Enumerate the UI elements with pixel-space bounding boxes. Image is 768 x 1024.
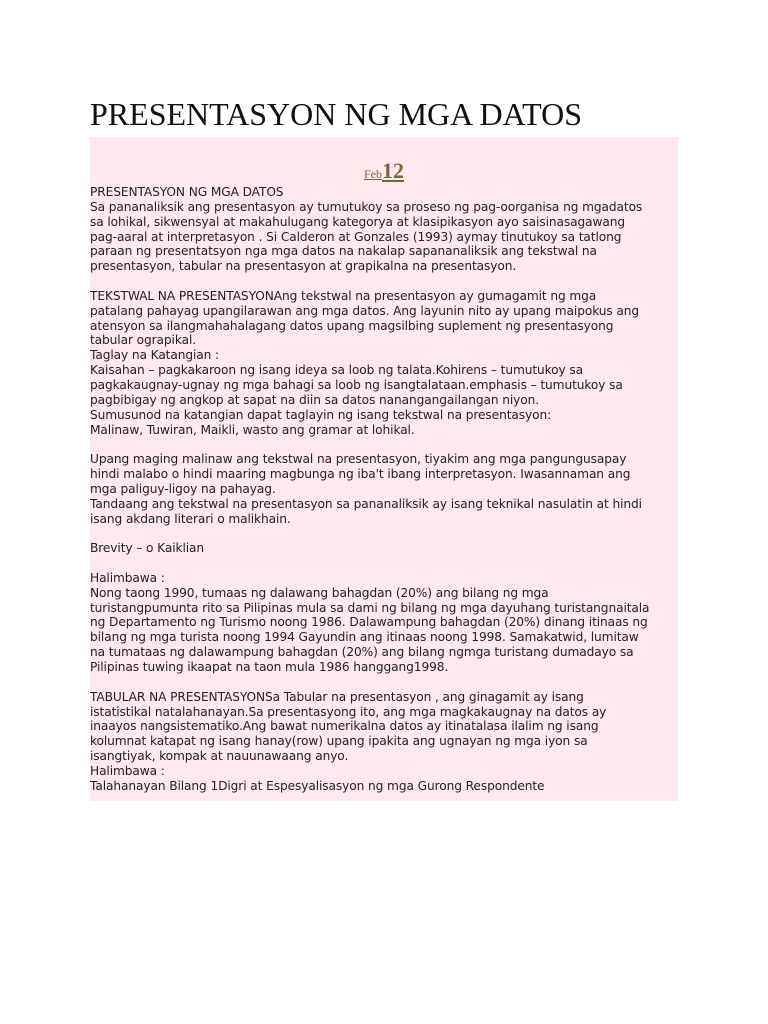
- body-text-line: PRESENTASYON NG MGA DATOS: [90, 185, 284, 199]
- body-text-line: paraan ng presentatsyon nga mga datos na nakalap sapananaliksik ang tekstwal na: [90, 244, 597, 259]
- paragraph-gap: [90, 526, 678, 541]
- page-title: PRESENTASYON NG MGA DATOS: [90, 96, 583, 132]
- post-date-day[interactable]: 12: [382, 158, 404, 183]
- body-text-line: atensyon sa ilangmahahalagang datos upang magsilbing suplement ng presentasyong: [90, 318, 614, 333]
- post-date[interactable]: [90, 158, 678, 185]
- body-text-line: istatistikal natalahanayan.Sa presentasyong ito, ang mga magkakaugnay na datos ay: [90, 704, 607, 719]
- body-text-line: mga paliguy-ligoy na pahayag.: [90, 481, 276, 496]
- body-text-line: Kaisahan – pagkakaroon ng isang ideya sa loob ng talata.Kohirens – tumutukoy sa: [90, 363, 584, 378]
- body-text-line: ng Departamento ng Turismo noong 1986. Dalawampung bahagdan (20%) dinang itinaas ng: [90, 615, 648, 630]
- body-text-line: Pilipinas tuwing ikaapat na taon mula 1986 hanggang1998.: [90, 660, 449, 674]
- body-text-line: sa lohikal, sikwensyal at makahulugang kategorya at klasipikasyon ayo saisinasagawang: [90, 214, 625, 229]
- paragraph-gap: [90, 274, 678, 289]
- paragraph-gap: [90, 556, 678, 571]
- body-text-line: Upang maging malinaw ang tekstwal na presentasyon, tiyakim ang mga pangungusapay: [90, 452, 627, 467]
- body-text-line: Nong taong 1990, tumaas ng dalawang bahagdan (20%) ang bilang ng mga: [90, 585, 549, 600]
- body-text-line: na tumataas ng dalawampung bahagdan (20%) ang bilang ngmga turistang dumadayo sa: [90, 645, 634, 660]
- body-text-line: Halimbawa :: [90, 570, 165, 585]
- body-text-line: patalang pahayag upangilarawan ang mga datos. Ang layunin nito ay upang maipokus ang: [90, 303, 640, 318]
- body-text-line: pag-aaral at interpretasyon . Si Calderon at Gonzales (1993) aymay tinutukoy sa tatlong: [90, 229, 622, 244]
- body-text-line: Malinaw, Tuwiran, Maikli, wasto ang gramar at lohikal.: [90, 422, 415, 437]
- body-text-line: Talahanayan Bilang 1Digri at Espesyalisasyon ng mga Gurong Respondente: [90, 778, 545, 793]
- body-text-line: inaayos nangsistematiko.Ang bawat numerikalna datos ay itinatalasa ilalim ng isang: [90, 719, 599, 734]
- body-text-line: TEKSTWAL NA PRESENTASYONAng tekstwal na presentasyon ay gumagamit ng mga: [90, 288, 597, 303]
- body-text-line: Sa pananaliksik ang presentasyon ay tumutukoy sa proseso ng pag-oorganisa ng mgadatos: [90, 199, 643, 214]
- body-text-line: Sumusunod na katangian dapat taglayin ng isang tekstwal na presentasyon:: [90, 407, 552, 422]
- body-text-line: presentasyon, tabular na presentasyon at grapikalna na presentasyon.: [90, 259, 517, 274]
- body-text-line: kolumnat katapat ng isang hanay(row) upang ipakita ang ugnayan ng mga iyon sa: [90, 734, 588, 749]
- paragraph-gap: [90, 437, 678, 452]
- body-text-line: bilang ng mga turista noong 1994 Gayundin ang itinaas noong 1998. Samakatwid, lumitaw: [90, 630, 639, 645]
- paragraph-gap: [90, 675, 678, 690]
- body-text-line: isangtiyak, kompak at nauunawaang anyo.: [90, 749, 349, 764]
- body-text-line: Halimbawa :: [90, 763, 165, 778]
- body-text-line: hindi malabo o hindi maaring magbunga ng iba't ibang interpretasyon. Iwasannaman ang: [90, 467, 631, 482]
- body-text-line: Tandaang ang tekstwal na presentasyon sa pananaliksik ay isang teknikal nasulatin at hindi: [90, 496, 642, 511]
- post-body: [90, 185, 678, 794]
- body-text-line: Brevity – o Kaiklian: [90, 541, 205, 556]
- body-text-line: turistangpumunta rito sa Pilipinas mula sa dami ng bilang ng mga dayuhang turistangnaitala: [90, 600, 650, 615]
- body-text-line: TABULAR NA PRESENTASYONSa Tabular na presentasyon , ang ginagamit ay isang: [90, 689, 584, 704]
- post-date-month[interactable]: Feb: [364, 167, 382, 181]
- body-text-line: pagkakaugnay-ugnay ng mga bahagi sa loob ng isangtalataan.emphasis – tumutukoy sa: [90, 377, 623, 392]
- body-text-line: isang akdang literari o malikhain.: [90, 511, 291, 526]
- body-text-line: pagbibigay ng angkop at sapat na diin sa datos nanangangailangan niyon.: [90, 392, 540, 407]
- body-text-line: Taglay na Katangian :: [90, 348, 220, 363]
- body-text-line: tabular ograpikal.: [90, 333, 197, 348]
- blog-post: [90, 137, 678, 801]
